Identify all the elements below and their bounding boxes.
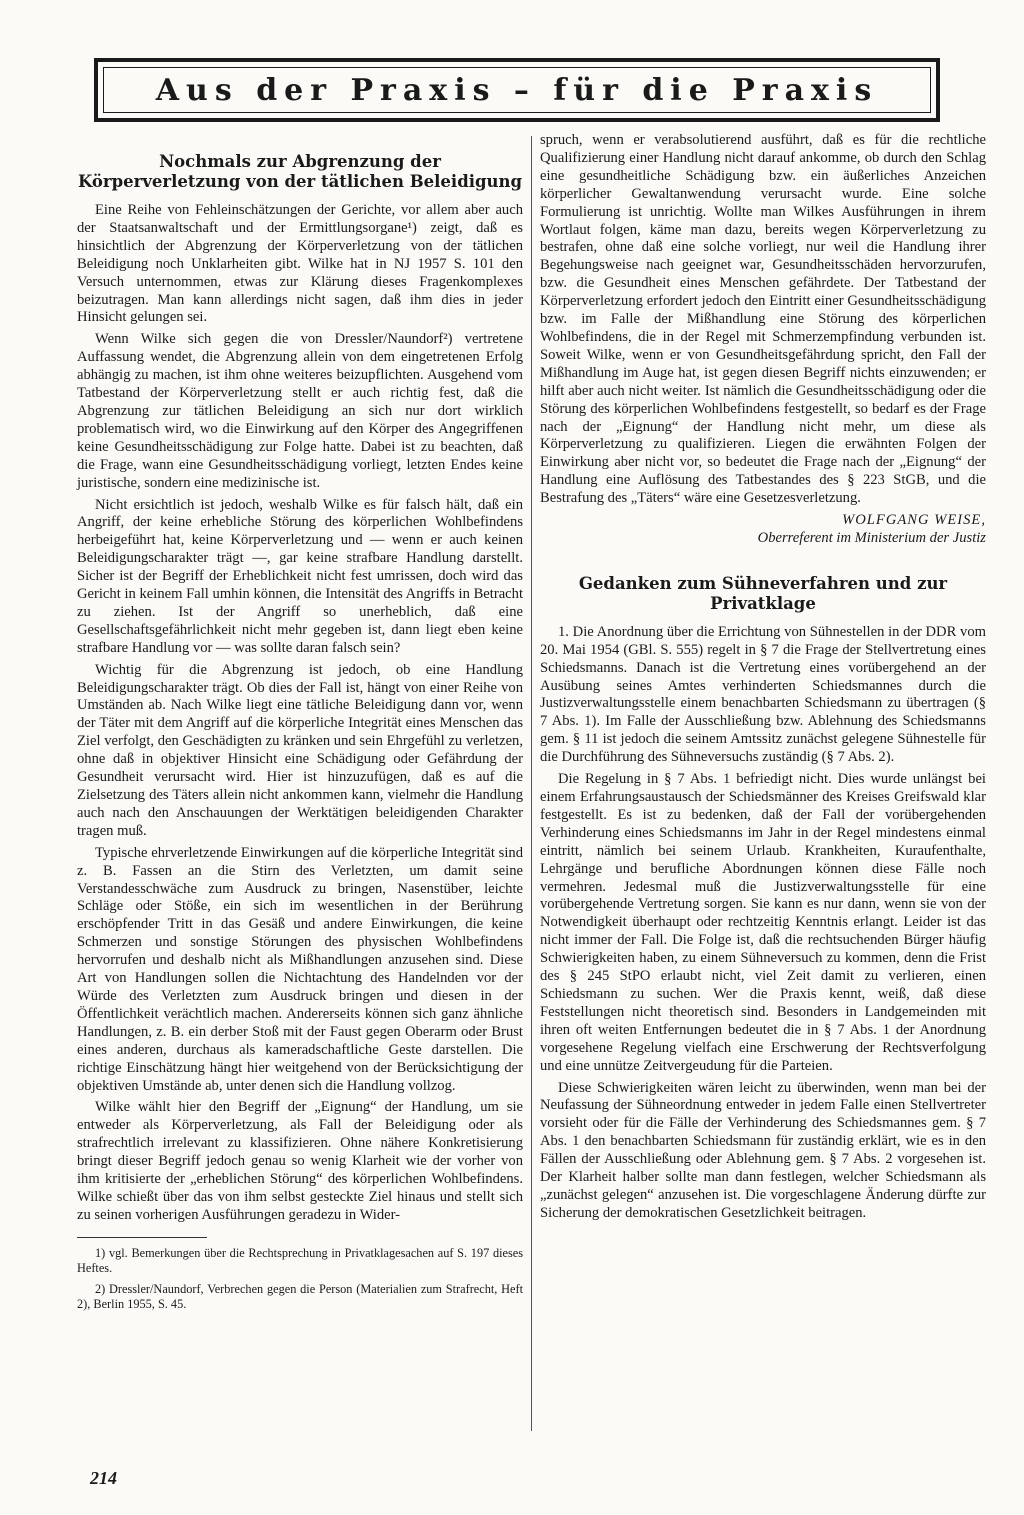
footnote: 2) Dressler/Naundorf, Verbrechen gegen die Person (Materialien zum Strafrecht, Heft 2), Berlin 1955, S. 45.	[77, 1281, 523, 1311]
footnote: 1) vgl. Bemerkungen über die Rechtsprechung in Privatklagesachen auf S. 197 dieses Heftes.	[77, 1245, 523, 1275]
footnote-rule	[77, 1237, 207, 1246]
article2-paragraph: Diese Schwierigkeiten wären leicht zu überwinden, wenn man bei der Neufassung der Sühneordnung entweder in jedem Falle einen Stellvertreter vorsieht oder für die Fälle der Verhinderung des Schiedsmannes gem. § 7 Abs. 1 den benachbarten Schiedsmann für zuständig erklärt, wie es in den Fällen der Ausschließung oder Ablehnung gem. § 7 Abs. 2 vorgesehen ist. Der Klarheit halber sollte man dann festlegen, welcher Schiedsmann als „zunächst gelegen“ anzusehen ist. Die vorgeschlagene Änderung dürfte zur Sicherung der demokratischen Gesetzlichkeit beitragen.	[540, 1079, 986, 1221]
section-title: Aus der Praxis – für die Praxis	[155, 72, 879, 108]
column-divider	[531, 136, 532, 1431]
article1-paragraph: Wichtig für die Abgrenzung ist jedoch, ob eine Handlung Beleidigungscharakter trägt. Ob dies der Fall ist, hängt von einer Reihe von Umständen ab. Nach Wilke liegt eine tätliche Beleidigung dann vor, wenn der Täter mit dem Angriff auf die körperliche Integrität eines Menschen das Ziel verfolgt, den Geschädigten zu kränken und sein Ehrgefühl zu verletzen, ohne daß in objektiver Hinsicht eine Schädigung oder Gefährdung der Gesundheit verursacht wird. Hier ist hinzuzufügen, daß es auf die Zielsetzung des Täters allein nicht ankommen kann, vielmehr die Handlung auch nach den Anschauungen der Werktätigen beleidigenden Charakter tragen muß.	[77, 661, 523, 839]
left-column	[77, 140, 523, 1318]
right-column	[540, 132, 986, 1227]
author-name: WOLFGANG WEISE,	[842, 512, 986, 529]
article1-paragraph: Eine Reihe von Fehleinschätzungen der Gerichte, vor allem aber auch der Staatsanwaltschaft und der Ermittlungsorgane¹) zeigt, daß es hinsichtlich der Abgrenzung der Körperverletzung von der tätlichen Beleidigung noch Unklarheiten gibt. Wilke hat in NJ 1957 S. 101 den Versuch unternommen, etwas zur Klärung dieses Fragenkomplexes beizutragen. Man kann allerdings nicht sagen, daß ihm dies in jeder Hinsicht gelungen sei.	[77, 202, 523, 326]
article2-title: Gedanken zum Sühneverfahren und zur Privatklage	[578, 573, 948, 613]
article1-paragraph: Wilke wählt hier den Begriff der „Eignung“ der Handlung, um sie entweder als Körperverletzung, als Fall der Beleidigung oder als strafrechtlich irrelevant zu klassifizieren. Ohne nähere Konkretisierung bringt dieser Begriff jedoch genau so wenig Klarheit wie der vorher von ihm kritisierte der „erheblichen Störung“ des körperlichen Wohlbefindens. Wilke schießt über das von ihm selbst gesteckte Ziel hinaus und stellt sich zu seinen vorherigen Ausführungen geradezu in Wider-	[77, 1099, 523, 1223]
author-signature	[540, 512, 986, 548]
author-role: Oberreferent im Ministerium der Justiz	[757, 529, 986, 546]
article1-paragraph: Typische ehrverletzende Einwirkungen auf die körperliche Integrität sind z. B. Fassen an die Stirn des Verletzten, um damit seine Verstandesschwäche zum Ausdruck zu bringen, Nasenstüber, leichte Schläge oder Stöße, ein sich im wesentlichen in der Berührung erschöpfender Tritt in das Gesäß und andere Einwirkungen, die keine Schmerzen und sonstige Störungen des physischen Wohlbefindens hervorrufen und deshalb nicht als Mißhandlungen anzusehen sind. Diese Art von Handlungen sollen die Nichtachtung des Handelnden vor der Würde des Verletzten zum Ausdruck bringen und diesen in der Öffentlichkeit verächtlich machen. Andererseits können sich ganz ähnliche Handlungen, z. B. ein derber Stoß mit der Faust gegen Oberarm oder Brust eines anderen, durchaus als kameradschaftliche Geste darstellen. Die richtige Einschätzung hängt hier weitgehend von der Berücksichtigung der objektiven Umstände ab, unter denen sich die Handlung vollzog.	[77, 844, 523, 1094]
article2-paragraph: 1. Die Anordnung über die Errichtung von Sühnestellen in der DDR vom 20. Mai 1954 (GBl. S. 555) regelt in § 7 die Frage der Stellvertretung eines Schiedsmanns. Danach ist die Vertretung eines vorübergehend an der Ausübung seines Amtes verhinderten Schiedsmannes durch die Justizverwaltungsstelle einem benachbarten Schiedsmann zu übertragen (§ 7 Abs. 1). Im Falle der Ausschließung bzw. Ablehnung des Schiedsmanns gem. § 11 ist jedoch die seinem Amtssitz zunächst gelegene Sühnestelle für die Durchführung des Sühneversuchs zuständig (§ 7 Abs. 2).	[540, 623, 986, 766]
article1-continuation: spruch, wenn er verabsolutierend ausführt, daß es für die rechtliche Qualifizierung einer Handlung nicht darauf ankomme, ob durch den Schlag eine gesundheitliche Schädigung bzw. ein äußerliches Anzeichen körperlicher Gewaltanwendung verursacht wurde. Eine solche Formulierung ist unrichtig. Wollte man Wilkes Ausführungen in ihrem Wortlaut folgen, käme man dazu, bereits wegen Körperverletzung zu bestrafen, ohne daß eine solche vorliegt, nur weil die Handlung ihrer Begehungsweise nach geeignet war, Gesundheitsschäden hervorzurufen, bzw. die Gesundheit eines Menschen gefährdete. Der Tatbestand der Körperverletzung erfordert jedoch den Eintritt einer Gesundheitsschädigung bzw. im Falle der Mißhandlung eine Störung des körperlichen Wohlbefindens, die in der Regel mit Schmerzempfindung verbunden ist. Soweit Wilke, wenn er von Gesundheitsgefährdung spricht, den Fall der Mißhandlung im Auge hat, ist gegen diesen Begriff nichts einzuwenden; er hilft aber auch nicht weiter. Ist nämlich die Gesundheitsschädigung oder die Störung des körperlichen Wohlbefindens festgestellt, so bedarf es der Frage nach der „Eignung“ der Handlung nicht mehr, um diese als Körperverletzung zu qualifizieren. Liegen die erwähnten Folgen der Einwirkung aber nicht vor, so bedeutet die Frage nach der „Eignung“ der Handlung eine Auflösung des Tatbestandes des § 223 StGB, und die Bestrafung des „Täters“ wäre eine Gesetzesverletzung.	[540, 132, 986, 507]
article1-paragraph: Nicht ersichtlich ist jedoch, weshalb Wilke es für falsch hält, daß ein Angriff, der keine erhebliche Störung des körperlichen Wohlbefindens herbeigeführt hat, keine Körperverletzung und — wenn er auch keinen Beleidigungscharakter trägt —, gar keine strafbare Handlung darstellt. Sicher ist der Begriff der Erheblichkeit nicht fest umrissen, doch wird das Gericht in keinem Fall umhin können, die Intensität des Angriffs in Betracht zu ziehen. Ist der Angriff so unerheblich, daß eine Gesellschaftsgefährlichkeit nicht mehr gegeben ist, dann liegt eben keine strafbare Handlung vor — was sollte daran falsch sein?	[77, 496, 523, 656]
article1-paragraph: Wenn Wilke sich gegen die von Dressler/Naundorf²) vertretene Auffassung wendet, die Abgrenzung allein von dem eingetretenen Erfolg abhängig zu machen, ist ihm ohne weiteres beizupflichten. Ausgehend vom Tatbestand der Körperverletzung stellt er auch richtig fest, daß die Abgrenzung zur tätlichen Beleidigung an sich nur dort wirklich problematisch wird, wo die Einwirkung auf den Körper des Angegriffenen keine Gesundheitsschädigung zur Folge hatte. Dabei ist zu beachten, daß die Frage, wann eine Gesundheitsschädigung vorliegt, letzten Endes keine juristische, sondern eine medizinische ist.	[77, 331, 523, 491]
article1-title: Nochmals zur Abgrenzung der Körperverletzung von der tätlichen Beleidigung	[77, 152, 523, 191]
page-number: 214	[90, 1468, 117, 1488]
article2-paragraph: Die Regelung in § 7 Abs. 1 befriedigt nicht. Dies wurde unlängst bei einem Erfahrungsaustausch der Schiedsmänner des Kreises Greifswald klar festgestellt. Es ist zu bedenken, daß der Fall der vorübergehenden Verhinderung eines Schiedsmanns im Jahr in der Regel mindestens einmal eintritt, nämlich bei seinem Urlaub. Krankheiten, Kuraufenthalte, Lehrgänge und berufliche Abordnungen können diese Fälle noch vermehren. Jedesmal muß die Justizverwaltungsstelle für eine vorübergehende Vertretung sorgen. Sie kann es nur dann, wenn sie von der Notwendigkeit überhaupt oder rechtzeitig Kenntnis erlangt. Leider ist das nicht immer der Fall. Die Folge ist, daß die rechtsuchenden Bürger häufig Schwierigkeiten haben, zu einem Sühneversuch zu kommen, denn die Frist des § 245 StPO erlaubt nicht, viel Zeit damit zu verlieren, einen Schiedsmann zu suchen. Wer die Praxis kennt, weiß, daß diese Feststellungen nicht theoretisch sind. Besonders in Landgemeinden mit ihren oft weiten Entfernungen bedeutet die in § 7 Abs. 1 der Anordnung vorgesehene Regelung vielfach eine Erschwerung der Rechtsverfolgung und eine unnütze Zeitvergeudung für die Parteien.	[540, 771, 986, 1074]
section-banner	[94, 58, 940, 122]
